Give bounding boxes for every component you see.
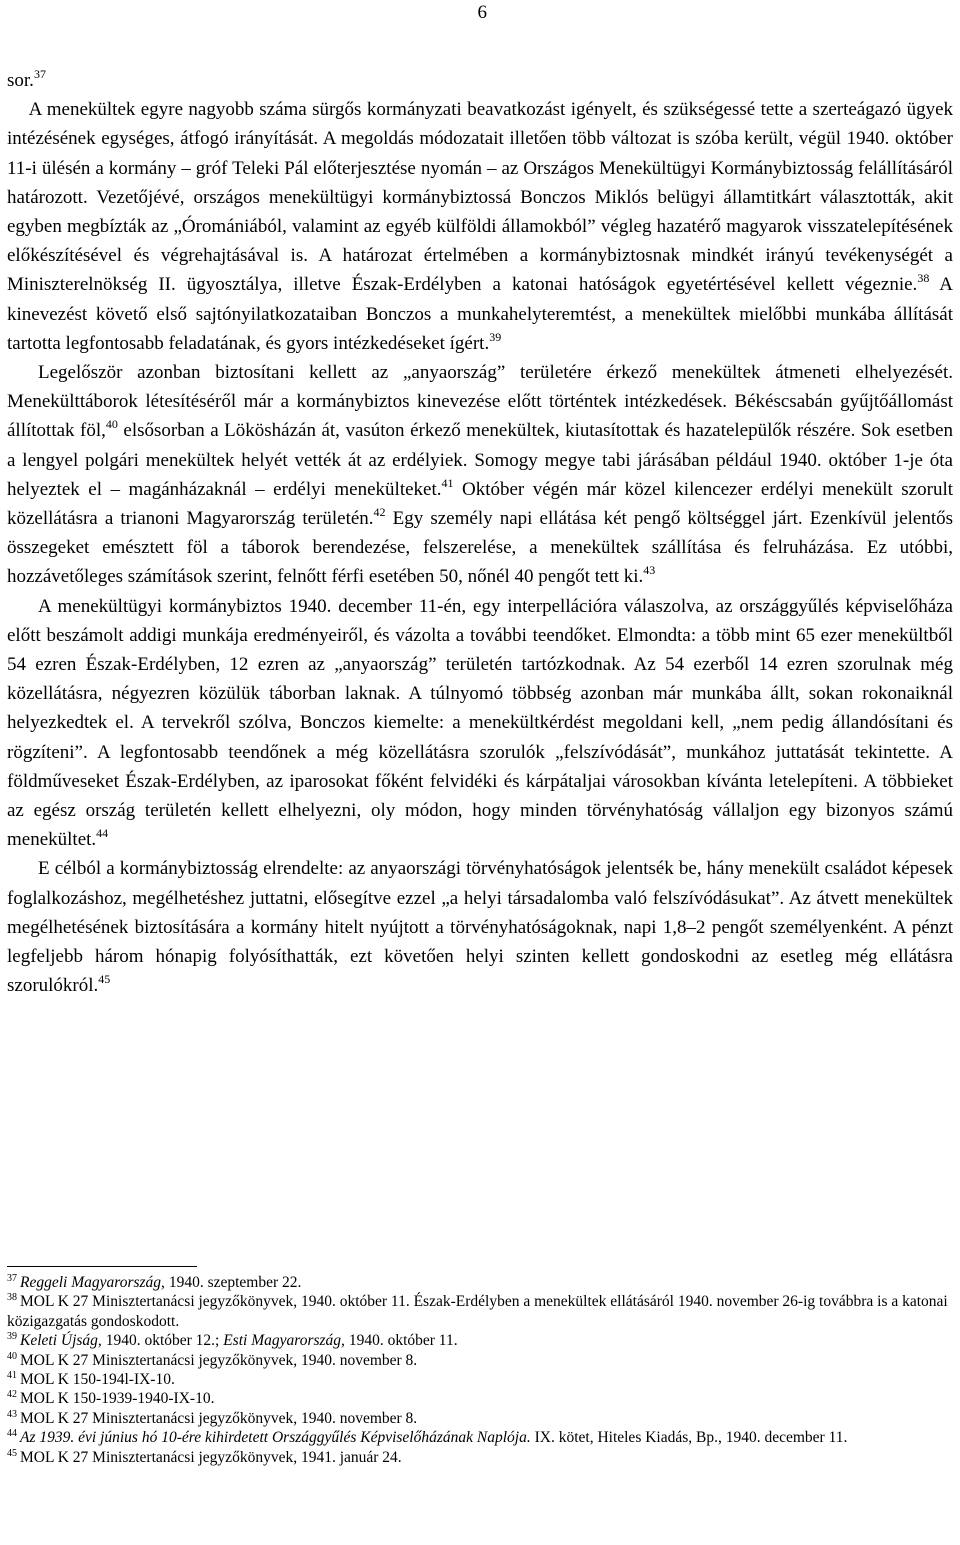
footnote-number: 39 [7, 1331, 17, 1343]
footnote-ref: 44 [96, 826, 109, 841]
footnote-number: 44 [7, 1428, 17, 1440]
body-text [7, 66, 953, 1001]
footnote-text: MOL K 150-194l-IX-10. [20, 1371, 175, 1389]
footnote-text: MOL K 27 Minisztertanácsi jegyzőkönyvek, 1940. november 8. [20, 1409, 418, 1427]
paragraph-text: Legelőször azonban biztosítani kellett az „anyaország” területére érkező menekültek átmeneti elhelyezését. Menekülttáborok létesítéséről már a kormánybiztos kinevezése előtt történtek intézkedések. Békéscsabán gyűjtőállomást állítottak föl, [7, 362, 953, 442]
footnote-text: Esti Magyarország, [223, 1332, 345, 1350]
footnote-text: 1940. szeptember 22. [164, 1274, 302, 1291]
footnote-ref: 37 [33, 67, 46, 81]
paragraph-text: Egy személy napi ellátása két pengő költséggel járt. Ezenkívül jelentős összegeket emésztett föl a táborok berendezése, felszerelése, a menekültek szállítása és felruházása. Ez utóbbi, hozzávetőleges számítások szerint, felnőtt férfi esetében 50, nőnél 40 pengőt tett ki. [7, 508, 954, 588]
footnote [7, 1331, 953, 1350]
footnote-ref: 42 [373, 505, 386, 520]
footnote-text: Keleti Újság, [20, 1332, 102, 1350]
footnote-text: IX. kötet, Hiteles Kiadás, Bp., 1940. december 11. [530, 1429, 848, 1447]
footnote [7, 1292, 953, 1331]
footnote [7, 1428, 953, 1447]
page-number: 6 [477, 2, 487, 23]
footnote [7, 1370, 953, 1389]
footnote-ref: 45 [98, 972, 111, 987]
footnote-separator [7, 1266, 197, 1267]
footnote [7, 1273, 953, 1292]
footnote-number: 43 [7, 1408, 17, 1420]
footnote-ref: 38 [917, 271, 930, 286]
paragraph-text: Október végén már közel kilencezer erdélyi menekült szorult közellátásra a trianoni Magyarország területén. [7, 478, 953, 530]
footnote [7, 1448, 953, 1467]
footnotes [7, 1273, 953, 1467]
footnote-text: MOL K 150-1939-1940-IX-10. [20, 1390, 215, 1408]
footnote-text: MOL K 27 Minisztertanácsi jegyzőkönyvek, 1941. január 24. [20, 1448, 402, 1466]
footnote-number: 45 [7, 1447, 17, 1459]
paragraph-text: sor. [7, 70, 34, 91]
footnote-ref: 40 [105, 417, 118, 432]
paragraph-text: A kinevezést követő első sajtónyilatkozataiban Bonczos a munkahelyteremtést, a menekültek mielőbbi munkába állítását tartotta legfontosabb feladatának, és gyors intézkedéseket ígért. [7, 274, 953, 354]
footnote-ref: 43 [643, 563, 656, 578]
footnote-number: 40 [7, 1350, 17, 1362]
paragraph-text: elsősorban a Lökösházán át, vasúton érkező menekültek, kiutasítottak és hazatelepülők részére. Sok esetben a lengyel polgári menekültek helyét vették át az erdélyiek. Somogy megye tabi járásában például 1940. október 1-je óta helyeztek el – magánházaknál – erdélyi menekülteket. [7, 420, 954, 500]
paragraph-text: E célból a kormánybiztosság elrendelte: az anyaországi törvényhatóságok jelentsék be, hány menekült családot képesek foglalkozáshoz, megélhetéshez juttatni, elősegítve ezzel „a helyi társadalomba való felszívódásukat”. Az átvett menekültek megélhetésének biztosítására a kormány hitelt nyújtott a törvényhatóságoknak, napi 1,8–2 pengőt személyenként. A pénzt legfeljebb három hónapig folyósíthatták, ezt követően helyi szinten kellett gondoskodni az esetleg még ellátásra szorulókról. [7, 858, 953, 997]
paragraph [7, 592, 953, 855]
footnote-number: 38 [7, 1292, 17, 1304]
paragraph [7, 854, 953, 1000]
paragraph [7, 66, 953, 358]
footnote-text: Reggeli Magyarország, [20, 1274, 165, 1291]
paragraph-text: A menekültügyi kormánybiztos 1940. december 11-én, egy interpellációra válaszolva, az országgyűlés képviselőháza előtt beszámolt addigi munkája eredményeiről, és vázolta a további teendőket. Elmondta: a több mint 65 ezer menekültből 54 ezren Észak-Erdélyben, 12 ezren az „anyaország” területén tartózkodnak. Az 54 ezerből 14 ezren szorulnak még közellátásra, négyezren közülük táborban laknak. A túlnyomó többség azonban már munkába állt, sokan rokonaiknál helyezkedtek el. A tervekről szólva, Bonczos kiemelte: a menekültkérdést megoldani kell, „nem pedig állandósítani és rögzíteni”. A legfontosabb teendőnek a még közellátásra szorulók „felszívódását”, munkához juttatását tekintette. A földműveseket Észak-Erdélyben, az iparosokat főként felvidéki és kárpátaljai városokban kívánta letelepíteni. A többieket az egész ország területén kellett elhelyezni, oly módon, hogy minden törvényhatóság vállaljon egy bizonyos számú menekültet. [7, 595, 953, 851]
footnote-text: 1940. október 11. [344, 1332, 458, 1350]
footnote [7, 1351, 953, 1370]
footnote-number: 42 [7, 1389, 17, 1401]
footnote-ref: 39 [489, 329, 502, 344]
footnote-text: MOL K 27 Minisztertanácsi jegyzőkönyvek, 1940. november 8. [20, 1351, 418, 1369]
footnote [7, 1409, 953, 1428]
footnote [7, 1389, 953, 1408]
footnote-ref: 41 [441, 475, 454, 490]
footnote-number: 37 [7, 1273, 17, 1284]
footnote-number: 41 [7, 1370, 17, 1382]
paragraph [7, 358, 953, 592]
footnote-text: MOL K 27 Minisztertanácsi jegyzőkönyvek, 1940. október 11. Észak-Erdélyben a menekültek ellátásáról 1940. november 26-ig továbbra is a katonai közigazgatás gondoskodott. [7, 1293, 948, 1330]
footnote-text: 1940. október 12.; [101, 1332, 224, 1350]
footnote-text: Az 1939. évi június hó 10-ére kihirdetett Országgyűlés Képviselőházának Naplója. [20, 1429, 531, 1447]
paragraph-text: A menekültek egyre nagyobb száma sürgős kormányzati beavatkozást igényelt, és szükségessé tette a szerteágazó ügyek intézésének egységes, átfogó irányítását. A megoldás módozatait illetően több változat is szóba került, végül 1940. október 11-i ülésén a kormány – gróf Teleki Pál előterjesztése nyomán – az Országos Menekültügyi Kormánybiztosság felállításáról határozott. Vezetőjévé, országos menekültügyi kormánybiztossá Bonczos Miklós belügyi államtitkárt választották, akit egyben megbízták az „Óromániából, valamint az egyéb külföldi államokból” végleg hazatérő magyarok visszatelepítésének előkészítésével és végrehajtásával is. A határozat értelmében a kormánybiztosnak mindkét irányú tevékenységét a Miniszterelnökség II. ügyosztálya, illetve Észak-Erdélyben a katonai hatóságok egyetértésével kellett végeznie. [7, 99, 953, 296]
